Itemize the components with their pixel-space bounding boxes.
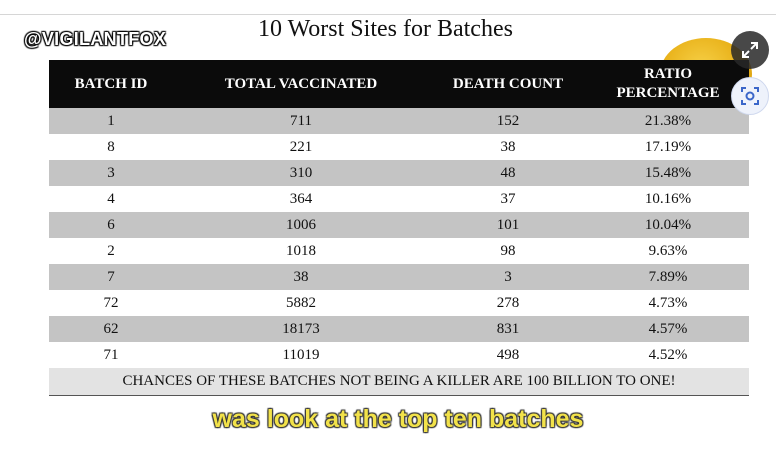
cell-death-count: 498 (429, 342, 587, 368)
cell-batch-id: 71 (49, 342, 173, 368)
cell-batch-id: 1 (49, 108, 173, 134)
table-row (49, 342, 749, 368)
cell-batch-id: 7 (49, 264, 173, 290)
cell-total-vaccinated: 364 (173, 186, 429, 212)
column-header-ratio-percentage (587, 60, 749, 108)
cell-ratio: 21.38% (587, 108, 749, 134)
cell-ratio: 10.16% (587, 186, 749, 212)
cell-batch-id: 8 (49, 134, 173, 160)
cell-death-count: 152 (429, 108, 587, 134)
cell-total-vaccinated: 5882 (173, 290, 429, 316)
expand-icon (741, 41, 759, 59)
column-header-total-vaccinated: TOTAL VACCINATED (173, 60, 429, 108)
cell-total-vaccinated: 310 (173, 160, 429, 186)
cell-ratio: 9.63% (587, 238, 749, 264)
cell-total-vaccinated: 18173 (173, 316, 429, 342)
table-row (49, 264, 749, 290)
lens-icon (740, 86, 760, 106)
cell-death-count: 38 (429, 134, 587, 160)
ratio-header-label: RATIO PERCENTAGE (616, 66, 720, 101)
caption-subtitle: was look at the top ten batches (212, 405, 584, 433)
cell-batch-id: 62 (49, 316, 173, 342)
table-row (49, 186, 749, 212)
cell-total-vaccinated: 711 (173, 108, 429, 134)
cell-death-count: 278 (429, 290, 587, 316)
table-row (49, 134, 749, 160)
cell-death-count: 48 (429, 160, 587, 186)
expand-button[interactable] (731, 31, 769, 69)
channel-watermark: @VIGILANTFOX (24, 29, 167, 49)
cell-ratio: 15.48% (587, 160, 749, 186)
cell-death-count: 37 (429, 186, 587, 212)
cell-death-count: 831 (429, 316, 587, 342)
cell-batch-id: 4 (49, 186, 173, 212)
cell-total-vaccinated: 221 (173, 134, 429, 160)
table-footer-note: CHANCES OF THESE BATCHES NOT BEING A KILLER ARE 100 BILLION TO ONE! (49, 368, 749, 396)
cell-ratio: 4.73% (587, 290, 749, 316)
cell-death-count: 98 (429, 238, 587, 264)
batch-table (49, 60, 749, 396)
table-row (49, 290, 749, 316)
cell-ratio: 7.89% (587, 264, 749, 290)
lens-button[interactable] (731, 77, 769, 115)
cell-batch-id: 72 (49, 290, 173, 316)
column-header-batch-id: BATCH ID (49, 60, 173, 108)
cell-ratio: 17.19% (587, 134, 749, 160)
table-row (49, 238, 749, 264)
table-footer-row (49, 368, 749, 396)
cell-death-count: 3 (429, 264, 587, 290)
cell-total-vaccinated: 38 (173, 264, 429, 290)
table-header-row (49, 60, 749, 108)
cell-ratio: 10.04% (587, 212, 749, 238)
cell-total-vaccinated: 11019 (173, 342, 429, 368)
cell-batch-id: 3 (49, 160, 173, 186)
cell-death-count: 101 (429, 212, 587, 238)
table-row (49, 108, 749, 134)
column-header-death-count: DEATH COUNT (429, 60, 587, 108)
table-row (49, 160, 749, 186)
cell-batch-id: 6 (49, 212, 173, 238)
cell-total-vaccinated: 1018 (173, 238, 429, 264)
table-row (49, 316, 749, 342)
cell-batch-id: 2 (49, 238, 173, 264)
cell-ratio: 4.52% (587, 342, 749, 368)
cell-ratio: 4.57% (587, 316, 749, 342)
cell-total-vaccinated: 1006 (173, 212, 429, 238)
slide-title: 10 Worst Sites for Batches (258, 16, 513, 42)
table-row (49, 212, 749, 238)
